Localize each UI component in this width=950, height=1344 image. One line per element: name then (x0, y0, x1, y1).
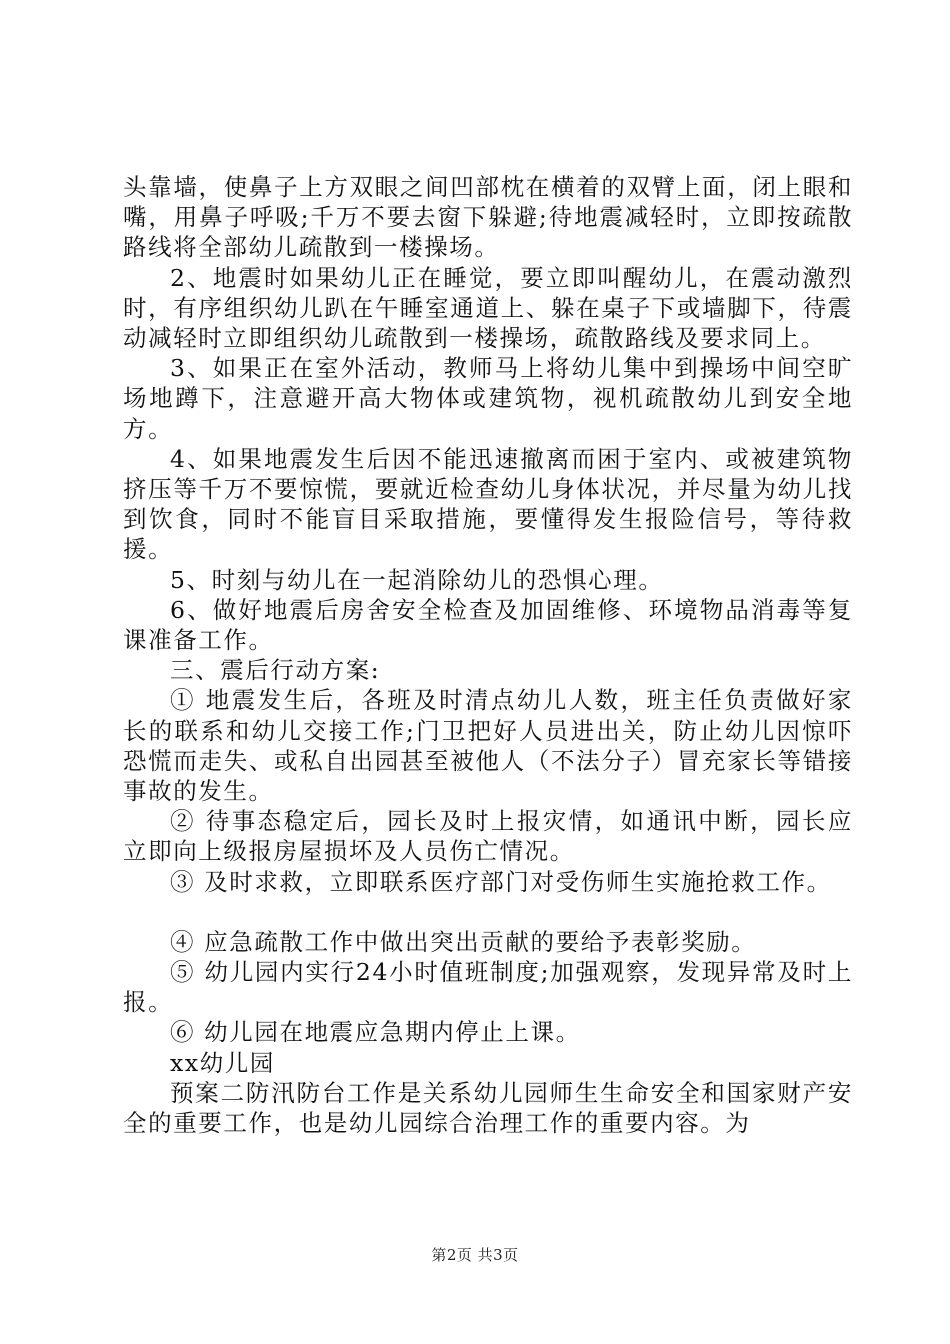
section-heading: 三、震后行动方案: (170, 656, 381, 685)
list-item-circled-2: ② 待事态稳定后，园长及时上报灾情，如通讯中断，园长应立即向上级报房屋损坏及人员伤亡情况。 (123, 807, 853, 866)
paragraph-item-2: 2、地震时如果幼儿正在睡觉，要立即叫醒幼儿，在震动激烈时，有序组织幼儿趴在午睡室通道上、躲在桌子下或墙脚下，待震动减轻时立即组织幼儿疏散到一楼操场，疏散路线及要求同上。 (123, 263, 853, 353)
signature-line: xx幼儿园 (170, 1048, 276, 1077)
list-item-circled-1: ① 地震发生后，各班及时清点幼儿人数，班主任负责做好家长的联系和幼儿交接工作;门卫把好人员进出关，防止幼儿因惊吓恐慌而走失、或私自出园甚至被他人（不法分子）冒充家长等错接事故的发生。 (123, 686, 853, 806)
document-body (123, 172, 853, 1138)
list-item-circled-4: ④ 应急疏散工作中做出突出贡献的要给予表彰奖励。 (170, 927, 757, 956)
paragraph-plan-two: 预案二防汛防台工作是关系幼儿园师生生命安全和国家财产安全的重要工作，也是幼儿园综合治理工作的重要内容。为 (123, 1078, 853, 1138)
paragraph-item-5: 5、时刻与幼儿在一起消除幼儿的恐惧心理。 (170, 565, 664, 594)
paragraph-item-3: 3、如果正在室外活动，教师马上将幼儿集中到操场中间空旷场地蹲下，注意避开高大物体或建筑物，视机疏散幼儿到安全地方。 (123, 354, 853, 443)
list-item-circled-5: ⑤ 幼儿园内实行24小时值班制度;加强观察，发现异常及时上报。 (123, 958, 853, 1017)
paragraph-item-6: 6、做好地震后房舍安全检查及加固维修、环境物品消毒等复课准备工作。 (123, 595, 853, 655)
list-item-circled-6: ⑥ 幼儿园在地震应急期内停止上课。 (170, 1018, 581, 1047)
paragraph-continuation: 头靠墙，使鼻子上方双眼之间凹部枕在横着的双臂上面，闭上眼和嘴，用鼻子呼吸;千万不要去窗下躲避;待地震减轻时，立即按疏散路线将全部幼儿疏散到一楼操场。 (123, 173, 853, 262)
page-footer: 第2页 共3页 (431, 1246, 519, 1264)
list-item-circled-3: ③ 及时求救，立即联系医疗部门对受伤师生实施抢救工作。 (170, 867, 832, 896)
paragraph-item-4: 4、如果地震发生后因不能迅速撤离而困于室内、或被建筑物挤压等千万不要惊慌，要就近检查幼儿身体状况，并尽量为幼儿找到饮食，同时不能盲目采取措施，要懂得发生报险信号，等待救援。 (123, 444, 853, 564)
